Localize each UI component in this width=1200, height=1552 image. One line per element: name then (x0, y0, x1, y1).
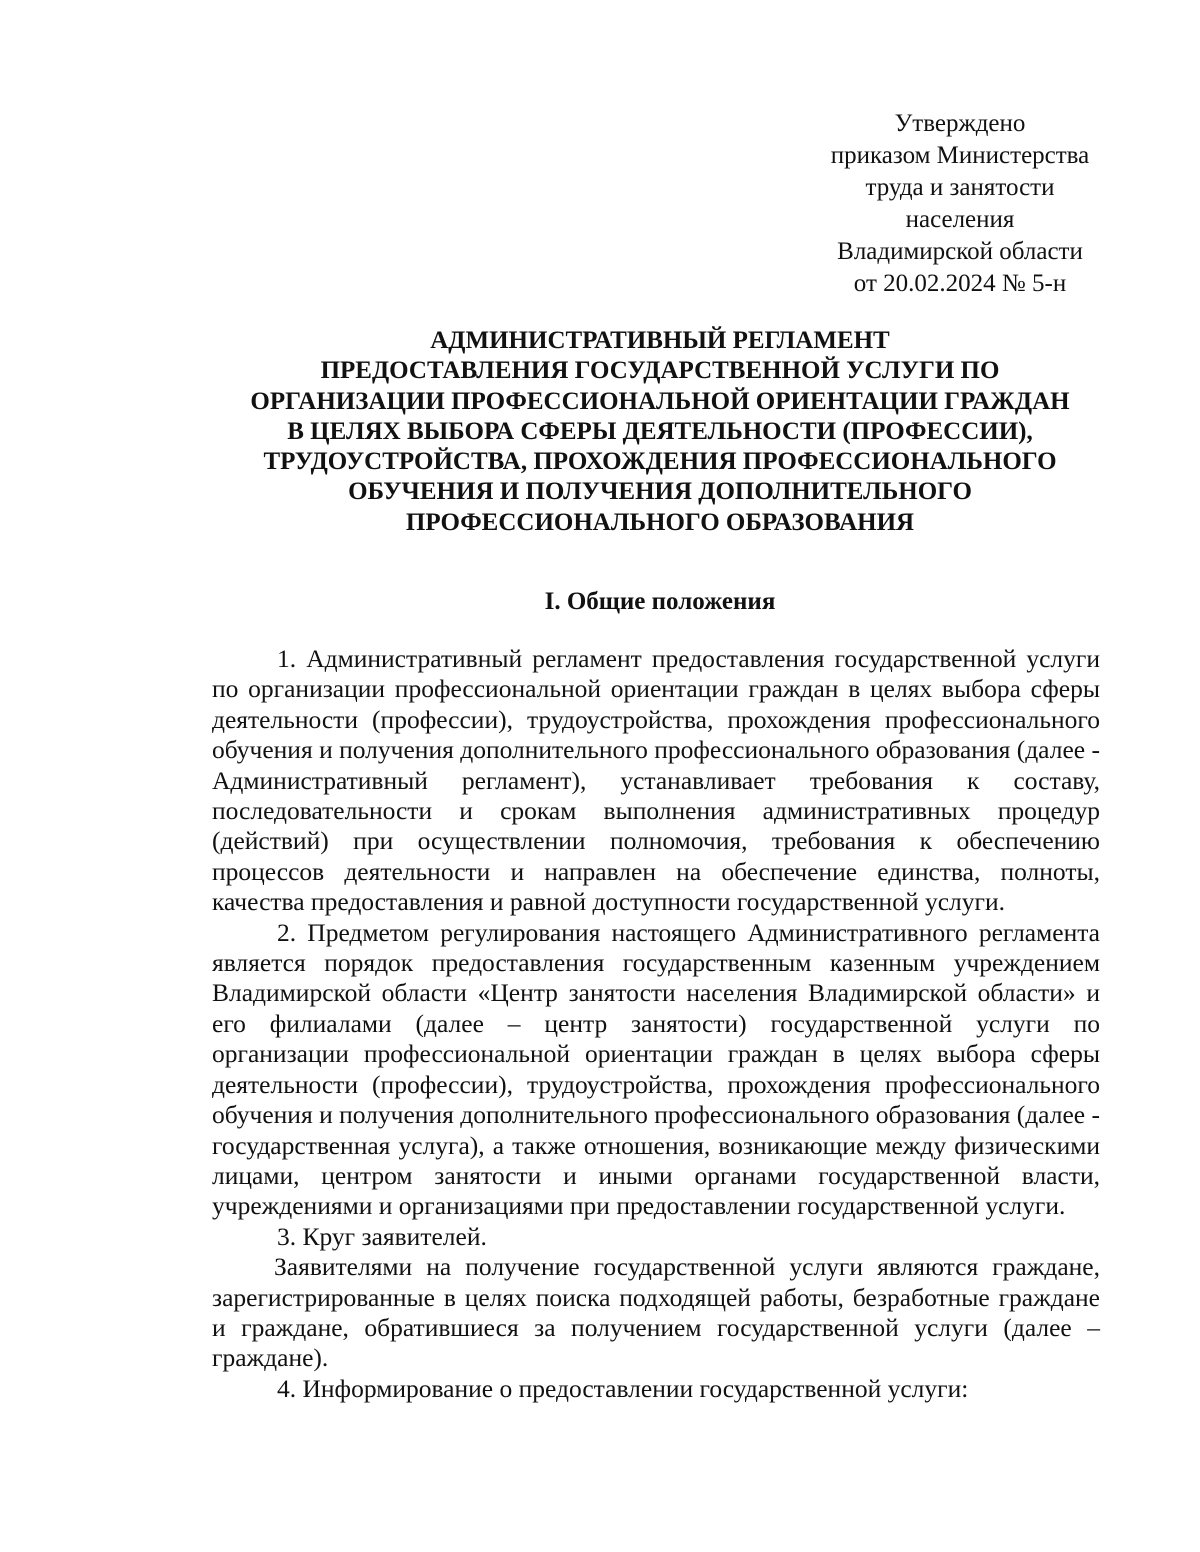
title-line: ОБУЧЕНИЯ И ПОЛУЧЕНИЯ ДОПОЛНИТЕЛЬНОГО (348, 478, 972, 506)
title-line: ПРОФЕССИОНАЛЬНОГО ОБРАЗОВАНИЯ (405, 508, 915, 536)
paragraph-applicants: Заявителями на получение государственной услуги являются граждане, зарегистрированные в целях поиска подходящей работы, безработные граждане и граждане, обратившиеся за получением государственной услуги (далее – граждане). (212, 1252, 1100, 1373)
document-title (210, 326, 1110, 538)
title-line: В ЦЕЛЯХ ВЫБОРА СФЕРЫ ДЕЯТЕЛЬНОСТИ (ПРОФЕССИИ), (287, 417, 1033, 445)
paragraph-2: 2. Предметом регулирования настоящего Административного регламента является порядок предоставления государственным казенным учреждением Владимирской области «Центр занятости населения Владимирской области» и его филиалами (далее – центр занятости) государственной услуги по организации профессиональной ориентации граждан в целях выбора сферы деятельности (профессии), трудоустройства, прохождения профессионального обучения и получения дополнительного профессионального образования (далее - государственная услуга), а также отношения, возникающие между физическими лицами, центром занятости и иными органами государственной власти, учреждениями и организациями при предоставлении государственной услуги. (212, 917, 1100, 1221)
approval-line: приказом Министерства (830, 142, 1090, 169)
section-heading: I. Общие положения (544, 588, 776, 615)
paragraph-3: 3. Круг заявителей. (277, 1221, 487, 1251)
approval-line: населения (905, 206, 1015, 233)
document-body (212, 644, 1100, 1404)
approval-line: Утверждено (894, 110, 1026, 137)
title-line: ПРЕДОСТАВЛЕНИЯ ГОСУДАРСТВЕННОЙ УСЛУГИ ПО (320, 357, 1000, 385)
title-line: АДМИНИСТРАТИВНЫЙ РЕГЛАМЕНТ (430, 327, 890, 354)
paragraph-1: 1. Административный регламент предоставления государственной услуги по организации профессиональной ориентации граждан в целях выбора сферы деятельности (профессии), трудоустройства, прохождения профессионального обучения и получения дополнительного профессионального образования (далее - Административный регламент), устанавливает требования к составу, последовательности и срокам выполнения административных процедур (действий) при осуществлении полномочия, требования к обеспечению процессов деятельности и направлен на обеспечение единства, полноты, качества предоставления и равной доступности государственной услуги. (212, 644, 1100, 917)
approval-line: от 20.02.2024 № 5-н (853, 270, 1067, 297)
approval-line: Владимирской области (837, 238, 1083, 265)
title-line: ОРГАНИЗАЦИИ ПРОФЕССИОНАЛЬНОЙ ОРИЕНТАЦИИ ГРАЖДАН (250, 387, 1070, 415)
approval-stamp (800, 108, 1120, 300)
approval-line: труда и занятости (865, 174, 1055, 201)
title-line: ТРУДОУСТРОЙСТВА, ПРОХОЖДЕНИЯ ПРОФЕССИОНАЛЬНОГО (263, 448, 1057, 476)
paragraph-4: 4. Информирование о предоставлении государственной услуги: (277, 1373, 969, 1403)
